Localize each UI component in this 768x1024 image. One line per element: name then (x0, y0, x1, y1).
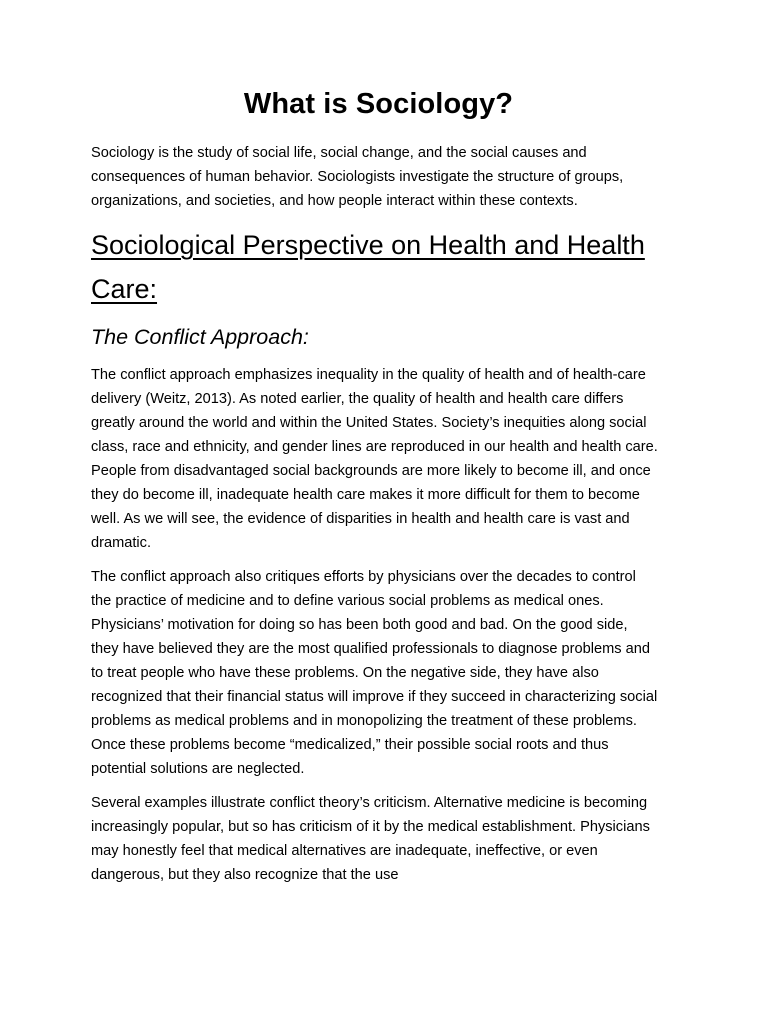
body-paragraph-1: The conflict approach emphasizes inequality in the quality of health and of health-care delivery (Weitz, 2013). As noted earlier, the quality of health and health care differs greatly around the world and within the United States. Society’s inequities along social class, race and ethnicity, and gender lines are reproduced in our health and health care. People from disadvantaged social backgrounds are more likely to become ill, and once they do become ill, inadequate health care makes it more difficult for them to become well. As we will see, the evidence of disparities in health and health care is vast and dramatic. (91, 367, 658, 551)
body-paragraph-2: The conflict approach also critiques efforts by physicians over the decades to control the practice of medicine and to define various social problems as medical ones. Physicians’ motivation for doing so has been both good and bad. On the good side, they have believed they are the most qualified professionals to diagnose problems and to treat people who have these problems. On the negative side, they have also recognized that their financial status will improve if they succeed in characterizing social problems as medical problems and in monopolizing the treatment of these problems. Once these problems become “medicalized,” their possible social roots and thus potential solutions are neglected. (91, 569, 658, 777)
section-heading: Sociological Perspective on Health and Health Care: (91, 230, 645, 304)
body-paragraph-3: Several examples illustrate conflict theory’s criticism. Alternative medicine is becoming increasingly popular, but so has criticism of it by the medical establishment. Physicians may honestly feel that medical alternatives are inadequate, ineffective, or even dangerous, but they also recognize that the use (91, 795, 650, 883)
document-title: What is Sociology? (243, 88, 514, 120)
subsection-heading: The Conflict Approach: (91, 325, 309, 349)
intro-paragraph: Sociology is the study of social life, social change, and the social causes and consequences of human behavior. Sociologists investigate the structure of groups, organizations, and societies, and how people interact within these contexts. (91, 145, 624, 209)
